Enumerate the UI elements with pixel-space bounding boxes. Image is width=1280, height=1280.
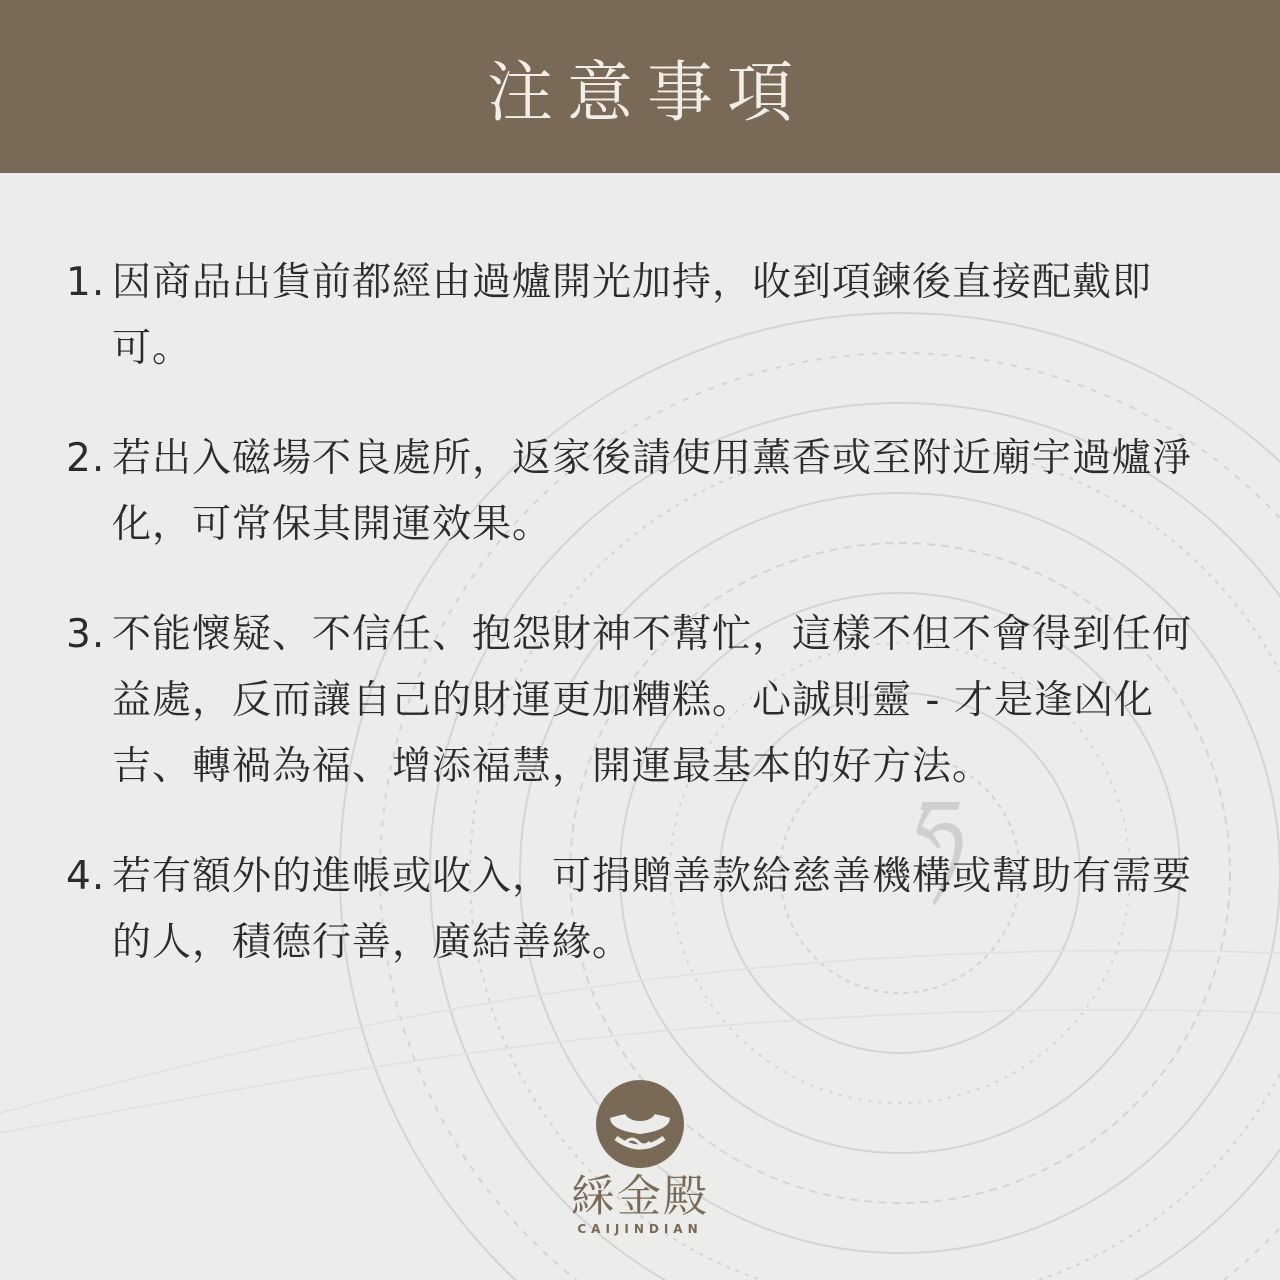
note-item [66, 602, 1226, 800]
note-number: 2. [66, 436, 106, 481]
brand-name-en: CAIJINDIAN [577, 1222, 703, 1236]
note-number: 4. [66, 854, 106, 899]
note-text: 若有額外的進帳或收入，可捐贈善款給慈善機構或幫助有需要的人，積德行善，廣結善緣。 [112, 854, 1193, 965]
notes-list [66, 250, 1226, 1020]
note-text: 若出入磁場不良處所，返家後請使用薰香或至附近廟宇過爐淨化，可常保其開運效果。 [112, 436, 1193, 547]
gold-ingot-icon [594, 1078, 686, 1170]
brand-logo [520, 1078, 760, 1248]
note-text: 因商品出貨前都經由過爐開光加持，收到項鍊後直接配戴即可。 [112, 260, 1153, 371]
mandala-center-glyph: ཧ [914, 780, 966, 885]
page-title: 注意事項 [487, 54, 807, 131]
note-item [66, 250, 1226, 382]
note-number: 3. [66, 612, 106, 657]
note-number: 1. [66, 260, 106, 305]
note-item [66, 844, 1226, 976]
note-text: 不能懷疑、不信任、抱怨財神不幫忙，這樣不但不會得到任何益處，反而讓自己的財運更加糟糕。心誠則靈 - 才是逢凶化吉、轉禍為福、增添福慧，開運最基本的好方法。 [112, 612, 1193, 789]
header-banner [0, 0, 1280, 173]
note-item [66, 426, 1226, 558]
brand-name: 綵金殿 [571, 1171, 709, 1222]
